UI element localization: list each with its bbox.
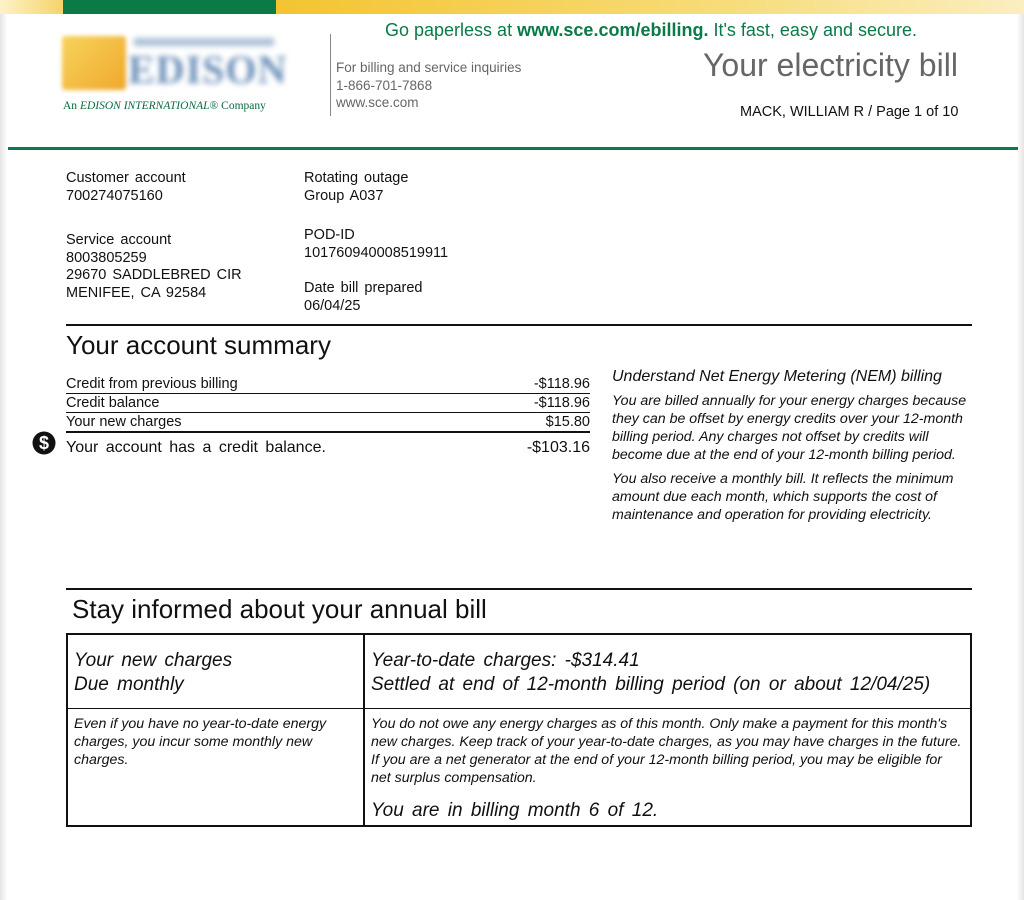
monthly-charges-heading: Your new charges Due monthly [74, 650, 233, 695]
summary-row: Your new charges $15.80 [66, 413, 590, 433]
header-divider [330, 34, 331, 116]
logo-mark-icon [62, 36, 126, 90]
customer-account-number: 700274075160 [66, 188, 163, 204]
ytd-charges-heading: Year-to-date charges: -$314.41 Settled at end of 12-month billing period (on or about 12/04/25) [371, 650, 931, 695]
header-rule [8, 147, 1018, 150]
rotating-outage-group: Group A037 [304, 188, 384, 204]
account-summary-table [66, 375, 590, 459]
service-address-line1: 29670 SADDLEBRED CIR [66, 267, 242, 283]
date-prepared-value: 06/04/25 [304, 298, 361, 314]
service-account-label: Service account [66, 232, 172, 248]
service-account-number: 8003805259 [66, 250, 147, 266]
monthly-charges-note: Even if you have no year-to-date energy charges, you incur some monthly new charges. [74, 716, 327, 768]
nem-title: Understand Net Energy Metering (NEM) billing [612, 368, 942, 385]
nem-explainer [612, 367, 978, 530]
ytd-charges-note: You do not owe any energy charges as of this month. Only make a payment for this month's new charges. Keep track of your year-to-date charges, as you may have charges in the future. If you are a net generator at the end of your 12-month billing period, you may be eligible for net surplus compensation. [371, 716, 962, 786]
paperless-banner: Go paperless at www.sce.com/ebilling. It's fast, easy and secure. [385, 20, 918, 40]
top-accent-bar-left [0, 0, 63, 14]
customer-name-page: MACK, WILLIAM R / Page 1 of 10 [740, 104, 959, 120]
edison-logo [62, 34, 286, 92]
page-edge-right [1018, 0, 1024, 900]
inquiry-phone[interactable]: 1-866-701-7868 [336, 77, 433, 93]
svg-text:$: $ [38, 433, 50, 453]
account-summary-title: Your account summary [66, 330, 331, 360]
paperless-link[interactable]: www.sce.com/ebilling. [517, 20, 709, 40]
annual-bill-table [66, 633, 972, 827]
inquiry-info: For billing and service inquiries 1-866-701-7868 www.sce.com [336, 60, 522, 110]
table-divider-vertical [363, 635, 365, 825]
page-edge-left [0, 0, 6, 900]
logo-wordmark: EDISON [128, 47, 288, 92]
date-prepared-label: Date bill prepared [304, 280, 423, 296]
nem-paragraph-1: You are billed annually for your energy charges because they can be offset by energy credits over your 12-month billing period. Any charges not offset by credits will become due at the end of your 12-month billing period. [612, 393, 967, 463]
summary-row: Credit from previous billing -$118.96 [66, 376, 590, 392]
top-accent-bar-yellow [276, 0, 1024, 14]
table-divider-horizontal [68, 708, 970, 709]
section-rule-annual [66, 588, 972, 590]
summary-row: Credit balance -$118.96 [66, 395, 590, 411]
credit-dollar-icon [32, 431, 56, 455]
section-rule-summary [66, 324, 972, 326]
logo-tagline: An EDISON INTERNATIONAL® Company [63, 100, 266, 112]
inquiry-website[interactable]: www.sce.com [336, 95, 419, 110]
billing-month-status: You are in billing month 6 of 12. [371, 800, 659, 821]
annual-bill-title: Stay informed about your annual bill [72, 594, 487, 624]
nem-paragraph-2: You also receive a monthly bill. It reflects the minimum amount due each month, which supports the cost of maintenance and operation for providing electricity. [612, 471, 954, 523]
bill-title: Your electricity bill [703, 47, 958, 83]
pod-id-value: 101760940008519911 [304, 245, 449, 261]
logo-small-text-blur [134, 38, 274, 46]
pod-id-label: POD-ID [304, 227, 355, 243]
service-address-line2: MENIFEE, CA 92584 [66, 285, 207, 301]
rotating-outage-label: Rotating outage [304, 170, 409, 186]
summary-total-row: Your account has a credit balance. -$103.16 [66, 439, 590, 456]
customer-account-label: Customer account [66, 170, 186, 186]
top-accent-bar-green [63, 0, 276, 14]
